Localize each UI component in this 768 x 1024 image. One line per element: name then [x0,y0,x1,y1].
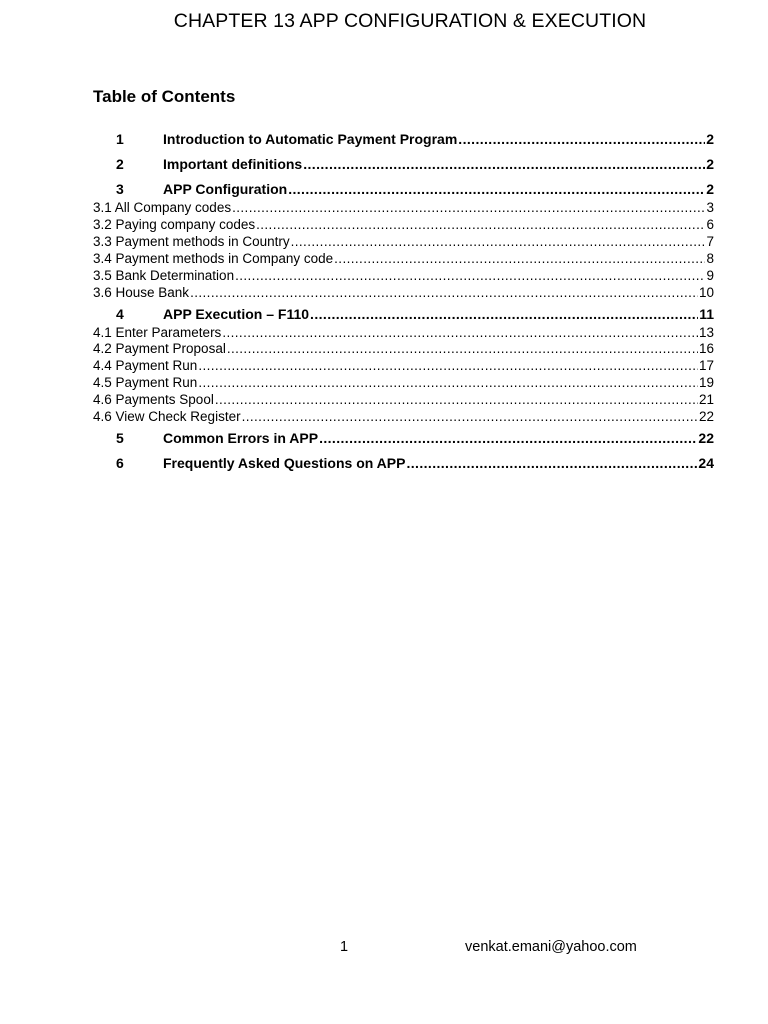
toc-entry[interactable] [93,233,714,250]
toc-dot-leader [288,180,705,198]
toc-entry-page: 10 [698,284,714,300]
toc-entry[interactable] [93,250,714,267]
toc-dot-leader [334,250,705,267]
toc-entry-number: 2 [116,156,124,172]
toc-entry-page: 2 [706,131,714,147]
toc-entry-title: 4.6 View Check Register [93,409,241,424]
toc-dot-leader [303,155,705,173]
toc-entry-title: 4.5 Payment Run [93,375,198,391]
toc-entry[interactable] [93,408,714,425]
toc-dot-leader [222,324,698,341]
toc-entry[interactable] [93,357,714,374]
toc-entry-title: 3.6 House Bank [93,284,190,300]
toc-entry[interactable] [93,199,714,216]
footer-page-number: 1 [340,939,349,955]
toc-entry-page: 2 [706,156,714,172]
toc-entry[interactable] [116,130,714,148]
toc-entry-number: 6 [116,455,124,471]
toc-entry-page: 11 [699,305,714,322]
toc-entry-number: 3 [116,181,124,197]
toc-entry-title: 3.4 Payment methods in Company code [93,250,334,266]
toc-entry-number: 5 [116,430,124,446]
toc-dot-leader [232,199,705,216]
toc-entry-title: Common Errors in APP [163,430,319,446]
toc-dot-leader [242,408,698,425]
toc-dot-leader [235,267,705,284]
toc-entry-page: 22 [698,430,714,446]
toc-entry-title: 3.1 All Company codes [93,200,232,215]
toc-entry-page: 8 [706,250,714,266]
toc-entry-page: 3 [706,200,714,215]
toc-dot-leader [215,391,698,408]
toc-entry[interactable] [116,305,714,323]
toc-dot-leader [291,233,706,250]
chapter-title: CHAPTER 13 APP CONFIGURATION & EXECUTION [173,10,647,32]
toc-heading: Table of Contents [93,87,236,106]
toc-entry-title: 4.1 Enter Parameters [93,324,222,340]
toc-entry-title: APP Execution – F110 [163,305,310,322]
toc-entry-title: Important definitions [163,156,303,172]
toc-entry[interactable] [116,454,714,472]
toc-entry[interactable] [93,340,714,357]
toc-entry-page: 2 [706,181,714,197]
toc-entry[interactable] [93,284,714,301]
toc-entry-title: 3.2 Paying company codes [93,216,256,232]
toc-entry-title: 3.5 Bank Determination [93,267,235,283]
toc-entry-page: 17 [698,358,714,374]
toc-entry-title: 4.4 Payment Run [93,358,198,374]
footer-email: venkat.emani@yahoo.com [465,939,637,955]
toc-entry-page: 16 [698,341,714,357]
toc-dot-leader [198,374,698,391]
toc-entry[interactable] [93,391,714,408]
toc-entry-title: APP Configuration [163,181,288,197]
toc-entry-title: Introduction to Automatic Payment Program [163,131,458,147]
toc-entry-title: 4.2 Payment Proposal [93,341,226,357]
toc-entry-title: 4.6 Payments Spool [93,392,214,408]
toc-entry-page: 9 [706,267,714,283]
toc-entry-page: 6 [706,216,714,232]
toc-entry[interactable] [93,267,714,284]
toc-dot-leader [406,454,697,472]
toc-dot-leader [190,284,698,301]
toc-entry-number: 4 [116,305,124,322]
toc-dot-leader [319,429,697,447]
toc-entry-page: 13 [698,324,714,340]
toc-dot-leader [227,340,698,357]
toc-entry[interactable] [116,180,714,198]
toc-dot-leader [310,305,698,323]
toc-dot-leader [256,216,705,233]
toc-entry[interactable] [116,155,714,173]
toc-entry-page: 24 [698,455,714,471]
toc-entry-title: Frequently Asked Questions on APP [163,455,406,471]
toc-entry-page: 7 [706,233,714,249]
toc-entry[interactable] [116,429,714,447]
toc-entry-title: 3.3 Payment methods in Country [93,233,290,249]
toc-dot-leader [458,130,705,148]
toc-entry-page: 22 [698,409,714,424]
toc-entry[interactable] [93,324,714,341]
toc-dot-leader [198,357,698,374]
toc-entry-page: 21 [698,392,714,408]
toc-entry[interactable] [93,374,714,391]
toc-entry-number: 1 [116,131,124,147]
toc-entry[interactable] [93,216,714,233]
toc-entry-page: 19 [698,375,714,391]
